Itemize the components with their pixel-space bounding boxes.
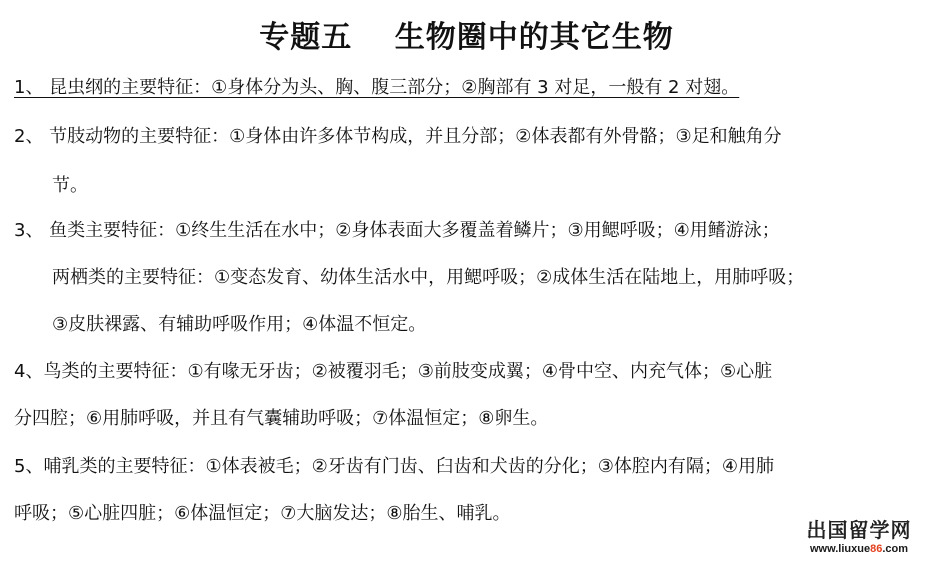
item-5-heading: 5、哺乳类的主要特征：①体表被毛；②牙齿有门齿、臼齿和犬齿的分化；③体腔内有隔；④用肺 xyxy=(14,456,774,477)
item-1-heading xyxy=(14,76,739,100)
item-2-heading: 2、 节肢动物的主要特征：①身体由许多体节构成，并且分部；②体表都有外骨骼；③足和触角分 xyxy=(14,126,782,147)
item-5-continuation: 呼吸；⑤心脏四脏；⑥体温恒定；⑦大脑发达；⑧胎生、哺乳。 xyxy=(14,503,511,524)
item-3-amphibian-continuation: ③皮肤裸露、有辅助呼吸作用；④体温不恒定。 xyxy=(52,314,427,335)
site-watermark xyxy=(799,514,919,555)
item-3-heading: 3、 鱼类主要特征：①终生生活在水中；②身体表面大多覆盖着鳞片；③用鳃呼吸；④用鳍游泳； xyxy=(14,220,780,241)
watermark-url: www.liuxue86.com xyxy=(809,543,909,555)
item-2-continuation: 节。 xyxy=(52,175,88,196)
item-4-heading: 4、鸟类的主要特征：①有喙无牙齿；②被覆羽毛；③前肢变成翼；④骨中空、内充气体；⑤心脏 xyxy=(14,361,773,382)
item-4-continuation: 分四腔；⑥用肺呼吸，并且有气囊辅助呼吸；⑦体温恒定；⑧卵生。 xyxy=(14,408,549,429)
document-title: 专题五 生物圈中的其它生物 xyxy=(259,20,674,55)
item-3-amphibian: 两栖类的主要特征：①变态发育、幼体生活水中，用鳃呼吸；②成体生活在陆地上，用肺呼吸； xyxy=(52,267,805,288)
item-1-text: 1、 昆虫纲的主要特征：①身体分为头、胸、腹三部分；②胸部有 3 对足，一般有 2 对翅。 xyxy=(14,77,740,98)
watermark-name: 出国留学网 xyxy=(806,518,912,542)
